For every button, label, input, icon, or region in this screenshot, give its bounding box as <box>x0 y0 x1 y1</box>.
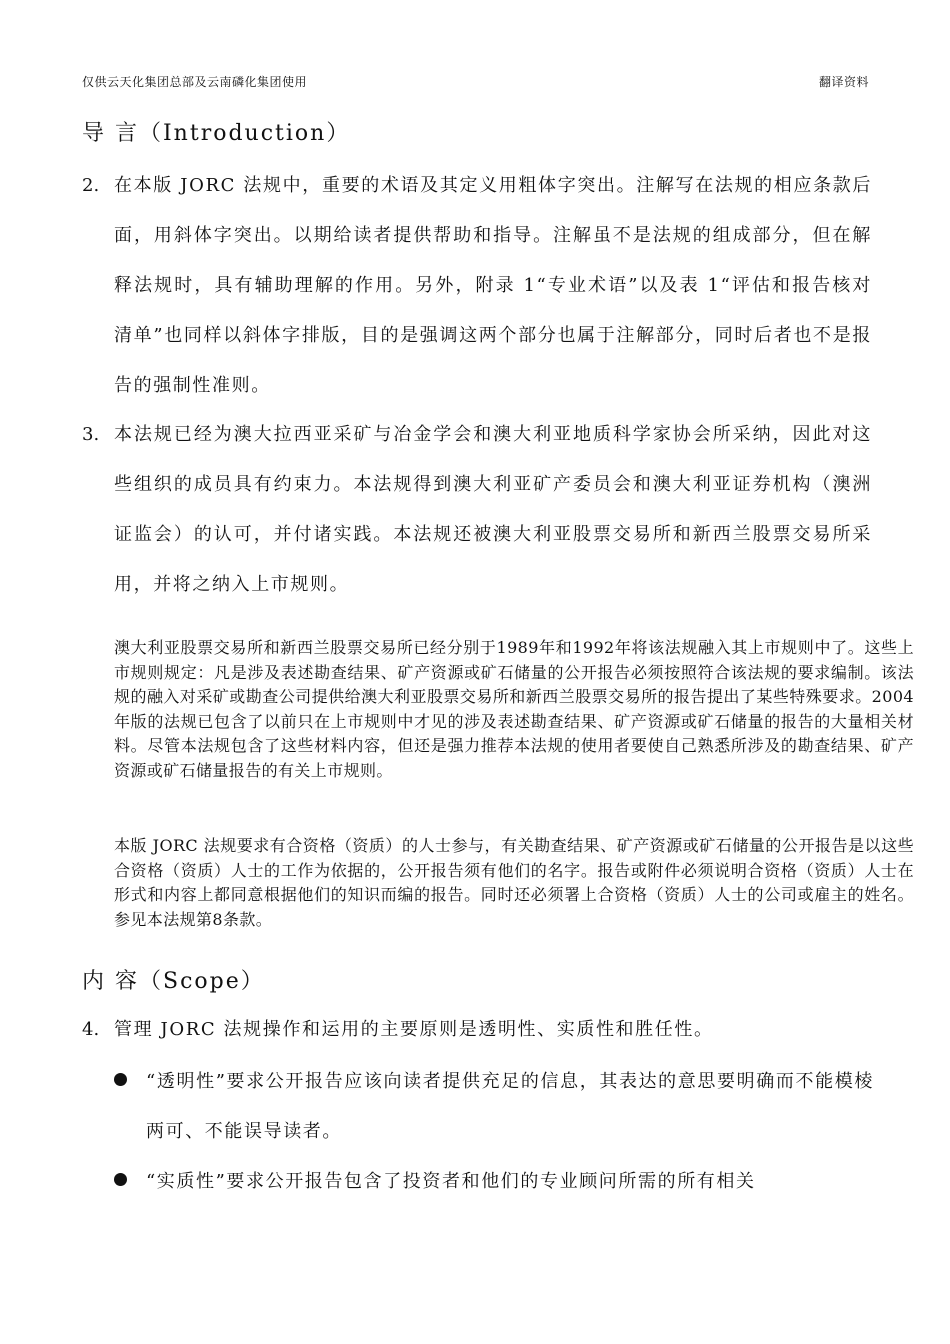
paragraph-4-text: 管理 JORC 法规操作和运用的主要原则是透明性、实质性和胜任性。 <box>114 1019 714 1040</box>
paragraph-4-number: 4. <box>82 1019 100 1040</box>
bullet-icon <box>114 1173 127 1186</box>
note-competent-person: 本版 JORC 法规要求有合资格（资质）的人士参与，有关勘查结果、矿产资源或矿石储量的公开报告是以这些合资格（资质）人士的工作为依据的，公开报告须有他们的名字。报告或附件必须说明合资格（资质）人士在形式和内容上都同意根据他们的知识而编的报告。同时还必须署上合资格（资质）人士的公司或雇主的姓名。参见本法规第8条款。 <box>114 836 914 929</box>
introduction-heading: 导 言（Introduction） <box>82 121 351 146</box>
bullet-text: “实质性”要求公开报告包含了投资者和他们的专业顾问所需的所有相关 <box>146 1171 756 1192</box>
paragraph-2 <box>82 161 872 411</box>
paragraph-4 <box>82 1005 872 1055</box>
bullet-item-materiality <box>114 1157 874 1207</box>
paragraph-3-text: 本法规已经为澳大拉西亚采矿与冶金学会和澳大利亚地质科学家协会所采纳，因此对这些组织的成员具有约束力。本法规得到澳大利亚矿产委员会和澳大利亚证券机构（澳洲证监会）的认可，并付诸实践。本法规还被澳大利亚股票交易所和新西兰股票交易所采用，并将之纳入上市规则。 <box>114 424 872 595</box>
header-left-text: 仅供云天化集团总部及云南磷化集团使用 <box>82 75 308 89</box>
bullet-text: “透明性”要求公开报告应该向读者提供充足的信息，其表达的意思要明确而不能模棱两可、不能误导读者。 <box>146 1071 874 1142</box>
bullet-item-transparency <box>114 1057 874 1157</box>
paragraph-2-number: 2. <box>82 175 100 196</box>
header-right-text: 翻译资料 <box>818 75 869 89</box>
bullet-icon <box>114 1073 127 1086</box>
paragraph-3 <box>82 410 872 610</box>
paragraph-2-text: 在本版 JORC 法规中，重要的术语及其定义用粗体字突出。注解写在法规的相应条款后面，用斜体字突出。以期给读者提供帮助和指导。注解虽不是法规的组成部分，但在解释法规时，具有辅助理解的作用。另外，附录 1“专业术语”以及表 1“评估和报告核对清单”也同样以斜体字排版，目的是强调这两个部分也属于注解部分，同时后者也不是报告的强制性准则。 <box>114 175 872 396</box>
paragraph-3-number: 3. <box>82 424 100 445</box>
scope-heading: 内 容（Scope） <box>82 969 265 994</box>
note-listing-rules: 澳大利亚股票交易所和新西兰股票交易所已经分别于1989年和1992年将该法规融入其上市规则中了。这些上市规则规定：凡是涉及表述勘查结果、矿产资源或矿石储量的公开报告必须按照符合该法规的要求编制。该法规的融入对采矿或勘查公司提供给澳大利亚股票交易所和新西兰股票交易所的报告提出了某些特殊要求。2004年版的法规已包含了以前只在上市规则中才见的涉及表述勘查结果、矿产资源或矿石储量的报告的大量相关材料。尽管本法规包含了这些材料内容，但还是强力推荐本法规的使用者要使自己熟悉所涉及的勘查结果、矿产资源或矿石储量报告的有关上市规则。 <box>114 638 914 780</box>
